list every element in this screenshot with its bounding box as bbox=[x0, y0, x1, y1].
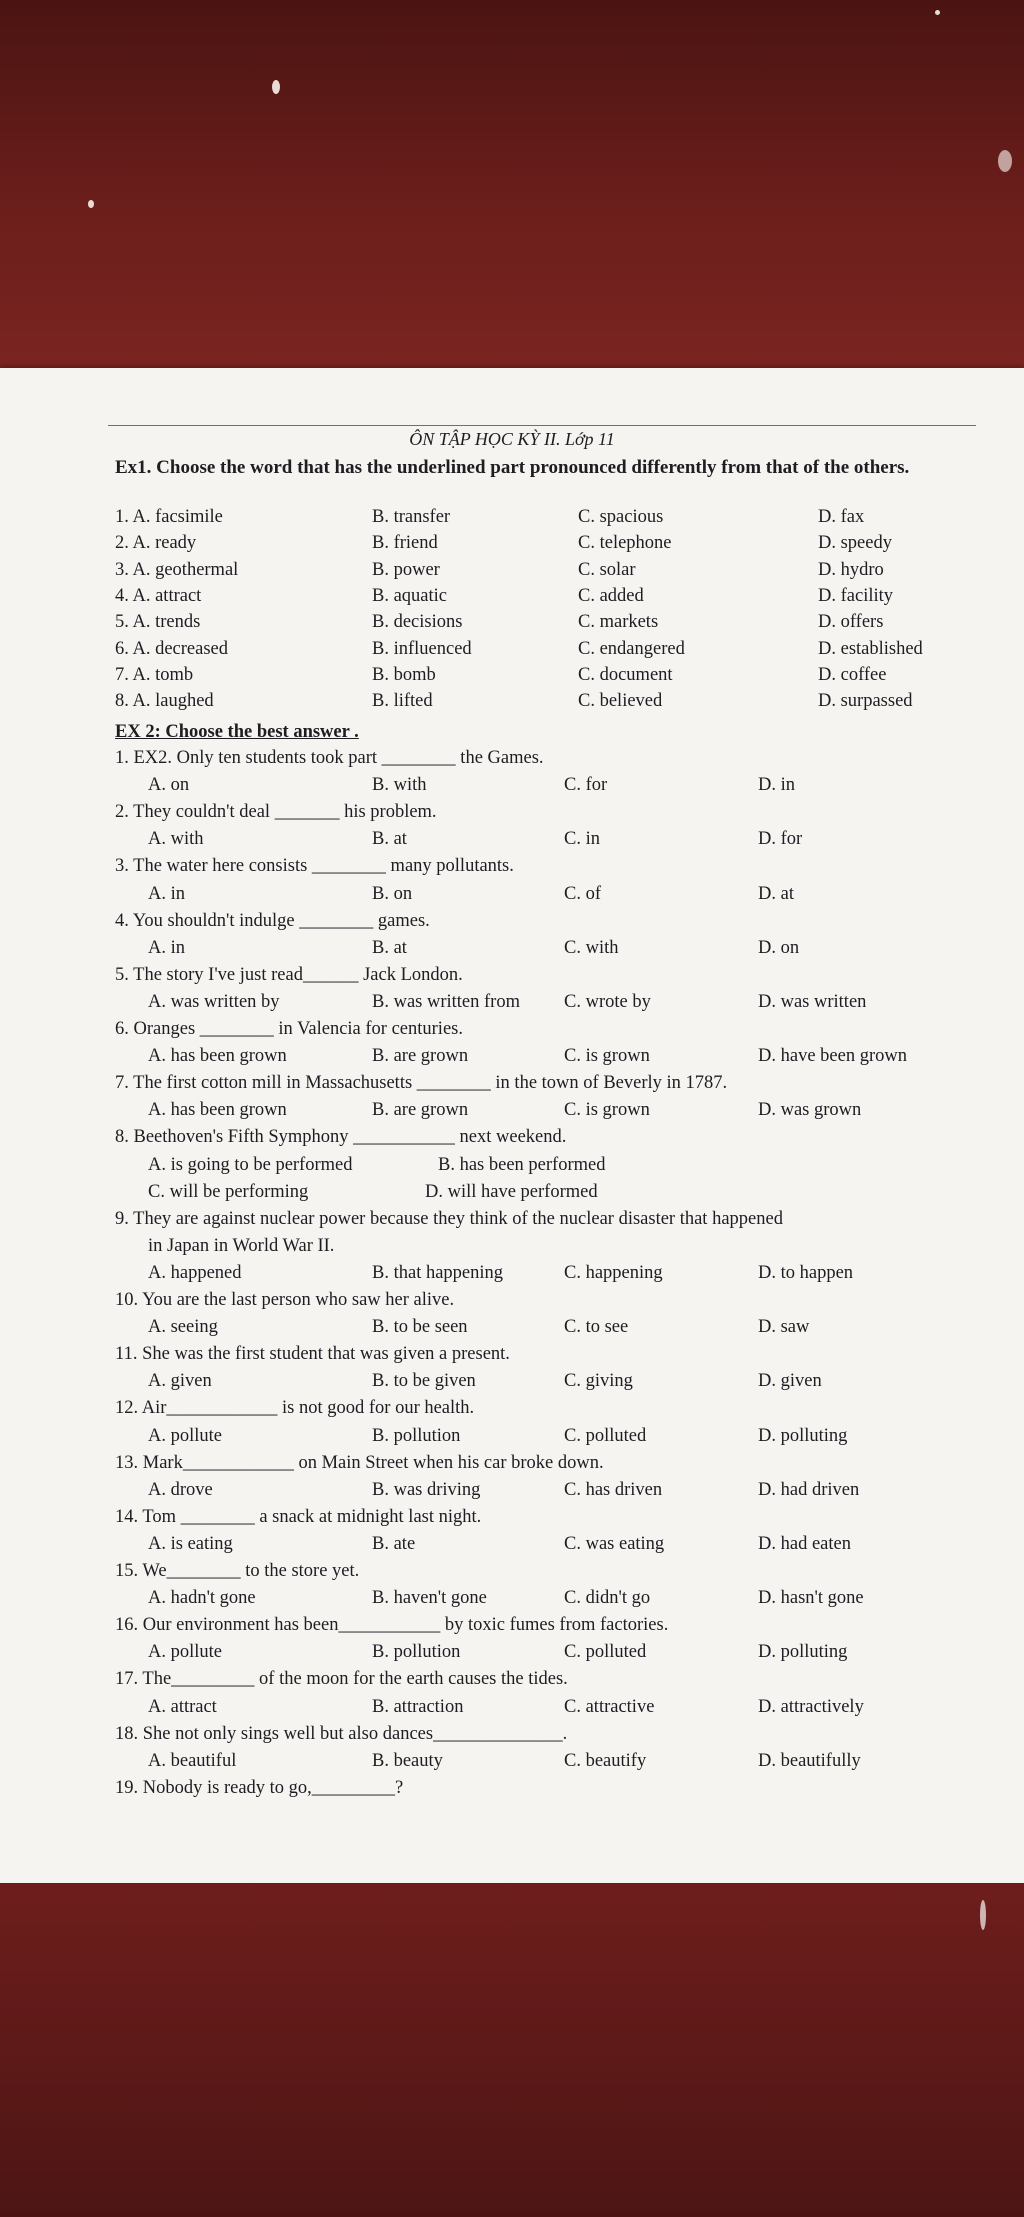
option-b: B. transfer bbox=[372, 507, 451, 527]
option-d: D. have been grown bbox=[758, 1046, 907, 1067]
ex1-question-row bbox=[0, 612, 1024, 638]
question-text: 1. EX2. Only ten students took part ________ the Games. bbox=[115, 748, 544, 768]
ex2-question-line bbox=[0, 1127, 1024, 1153]
option-b: B. friend bbox=[372, 533, 438, 554]
option-b: B. has been performed bbox=[438, 1154, 606, 1175]
ex2-question-line bbox=[0, 1453, 1024, 1479]
option-d: D. to happen bbox=[758, 1262, 854, 1283]
ex2-question-line bbox=[0, 911, 1024, 937]
option-d: D. hydro bbox=[818, 559, 884, 580]
option-c: C. polluted bbox=[564, 1642, 647, 1663]
option-d: D. in bbox=[758, 775, 795, 796]
option-d: D. established bbox=[818, 638, 923, 659]
option-d: D. hasn't gone bbox=[758, 1588, 864, 1609]
ex2-question-line bbox=[0, 1019, 1024, 1045]
option-b: B. lifted bbox=[372, 691, 433, 712]
option-c: C. polluted bbox=[564, 1425, 647, 1446]
option-c: C. beautify bbox=[564, 1750, 647, 1771]
option-a: A. attract bbox=[148, 1696, 217, 1717]
option-a: A. given bbox=[148, 1371, 212, 1392]
option-c: C. of bbox=[564, 883, 601, 904]
option-b: B. ate bbox=[372, 1533, 416, 1554]
option-b: B. are grown bbox=[372, 1046, 469, 1067]
option-d: D. polluting bbox=[758, 1642, 848, 1663]
option-d: D. facility bbox=[818, 585, 894, 606]
option-b: B. to be seen bbox=[372, 1317, 468, 1338]
option-b: B. power bbox=[372, 559, 440, 580]
option-c: C. telephone bbox=[578, 533, 672, 554]
worksheet-paper bbox=[0, 368, 1024, 1883]
ex2-question-line bbox=[0, 1778, 1024, 1804]
option-b: B. was written from bbox=[372, 991, 520, 1012]
option-b: B. aquatic bbox=[372, 585, 448, 606]
ex1-question-row bbox=[0, 691, 1024, 717]
ex2-options-row bbox=[0, 1046, 1024, 1072]
option-b: B. bomb bbox=[372, 664, 436, 685]
ex2-question-line bbox=[0, 1507, 1024, 1533]
ex1-question-row bbox=[0, 665, 1024, 691]
question-text: 17. The_________ of the moon for the earth causes the tides. bbox=[115, 1669, 568, 1690]
option-b: B. beauty bbox=[372, 1750, 443, 1771]
option-c: C. happening bbox=[564, 1262, 663, 1283]
background-speck bbox=[935, 10, 940, 15]
ex2-question-line bbox=[0, 1290, 1024, 1316]
ex2-question-line bbox=[0, 1398, 1024, 1424]
option-d: D. given bbox=[758, 1371, 822, 1392]
option-a: A. hadn't gone bbox=[148, 1588, 256, 1609]
option-c: C. wrote by bbox=[564, 991, 651, 1012]
option-b: B. at bbox=[372, 937, 407, 958]
option-c: C. to see bbox=[564, 1317, 629, 1338]
option-c: C. will be performing bbox=[148, 1181, 309, 1202]
ex2-question-line bbox=[0, 748, 1024, 774]
option-d: D. polluting bbox=[758, 1425, 848, 1446]
background-speck bbox=[980, 1900, 986, 1930]
option-a: A. in bbox=[148, 937, 185, 958]
ex1-question-row bbox=[0, 507, 1024, 533]
option-d: D. attractively bbox=[758, 1696, 864, 1717]
question-text: 7. The first cotton mill in Massachusetts ________ in the town of Beverly in 1787. bbox=[115, 1073, 728, 1094]
option-b: B. to be given bbox=[372, 1371, 476, 1392]
ex2-question-line bbox=[0, 1344, 1024, 1370]
option-b: B. was driving bbox=[372, 1479, 481, 1500]
option-a: 3. A. geothermal bbox=[115, 559, 239, 580]
option-d: D. beautifully bbox=[758, 1750, 861, 1771]
ex2-question-line bbox=[0, 1724, 1024, 1750]
ex1-question-row bbox=[0, 533, 1024, 559]
background-speck bbox=[272, 80, 280, 94]
question-text: 18. She not only sings well but also dances______________. bbox=[115, 1723, 568, 1744]
option-a: A. in bbox=[148, 883, 185, 904]
ex2-options-row bbox=[0, 1371, 1024, 1397]
option-d: D. will have performed bbox=[425, 1181, 598, 1202]
ex2-options-row bbox=[0, 1751, 1024, 1777]
ex2-question-line bbox=[0, 1561, 1024, 1587]
option-b: B. attraction bbox=[372, 1696, 464, 1717]
ex2-question-line bbox=[0, 1073, 1024, 1099]
option-d: D. had eaten bbox=[758, 1533, 851, 1554]
ex2-options-row bbox=[0, 1155, 1024, 1181]
option-a: A. drove bbox=[148, 1479, 213, 1500]
option-c: C. solar bbox=[578, 559, 636, 580]
ex2-options-row bbox=[0, 884, 1024, 910]
option-c: C. is grown bbox=[564, 1100, 650, 1121]
question-text: 2. They couldn't deal _______ his problem. bbox=[115, 802, 437, 823]
option-a: 5. A. trends bbox=[115, 612, 201, 633]
question-text: 15. We________ to the store yet. bbox=[115, 1561, 360, 1581]
question-text: 4. You shouldn't indulge ________ games. bbox=[115, 910, 430, 931]
ex2-options-row bbox=[0, 829, 1024, 855]
ex2-options-row bbox=[0, 1317, 1024, 1343]
ex2-options-row bbox=[0, 1588, 1024, 1614]
option-b: B. that happening bbox=[372, 1262, 504, 1283]
option-a: A. pollute bbox=[148, 1642, 222, 1663]
option-c: C. added bbox=[578, 585, 644, 606]
option-b: B. with bbox=[372, 775, 427, 796]
option-b: B. pollution bbox=[372, 1642, 461, 1663]
option-b: B. at bbox=[372, 829, 407, 850]
option-a: 2. A. ready bbox=[115, 533, 197, 554]
ex2-options-row bbox=[0, 938, 1024, 964]
option-c: C. in bbox=[564, 829, 600, 850]
question-text: 8. Beethoven's Fifth Symphony ___________ next weekend. bbox=[115, 1127, 567, 1148]
page-title: ÔN TẬP HỌC KỲ II. Lớp 11 bbox=[409, 429, 615, 449]
ex2-options-row bbox=[0, 1697, 1024, 1723]
option-d: D. offers bbox=[818, 612, 884, 633]
ex2-question-line bbox=[0, 1615, 1024, 1641]
header-rule bbox=[108, 425, 976, 426]
ex1-question-row bbox=[0, 586, 1024, 612]
ex2-question-line bbox=[0, 1236, 1024, 1262]
ex2-options-row bbox=[0, 1534, 1024, 1560]
option-b: B. decisions bbox=[372, 612, 463, 633]
ex1-question-row bbox=[0, 639, 1024, 665]
option-a: A. beautiful bbox=[148, 1750, 237, 1771]
option-a: 7. A. tomb bbox=[115, 664, 194, 685]
option-c: C. is grown bbox=[564, 1046, 650, 1067]
option-d: D. had driven bbox=[758, 1479, 860, 1500]
question-text: 3. The water here consists ________ many pollutants. bbox=[115, 856, 514, 877]
ex1-question-row bbox=[0, 560, 1024, 586]
ex2-options-row bbox=[0, 1642, 1024, 1668]
question-text: 10. You are the last person who saw her alive. bbox=[115, 1290, 455, 1310]
question-text: 16. Our environment has been___________ by toxic fumes from factories. bbox=[115, 1615, 669, 1636]
ex2-question-line bbox=[0, 1669, 1024, 1695]
option-b: B. on bbox=[372, 883, 413, 904]
option-c: C. has driven bbox=[564, 1479, 663, 1500]
ex2-heading: EX 2: Choose the best answer . bbox=[115, 722, 359, 742]
option-b: B. influenced bbox=[372, 638, 472, 659]
option-d: D. speedy bbox=[818, 533, 892, 554]
option-c: C. giving bbox=[564, 1371, 633, 1392]
option-d: D. surpassed bbox=[818, 691, 913, 712]
option-d: D. was grown bbox=[758, 1100, 862, 1121]
ex2-question-line bbox=[0, 802, 1024, 828]
ex1-instruction: Ex1. Choose the word that has the underlined part pronounced differently from that of the others. bbox=[115, 457, 910, 478]
ex2-options-row bbox=[0, 992, 1024, 1018]
option-b: B. pollution bbox=[372, 1425, 461, 1446]
question-text: 11. She was the first student that was given a present. bbox=[115, 1344, 510, 1365]
option-a: A. is going to be performed bbox=[148, 1154, 353, 1175]
option-c: C. for bbox=[564, 775, 608, 796]
ex2-options-row bbox=[0, 1182, 1024, 1208]
option-a: A. was written by bbox=[148, 991, 280, 1012]
option-c: C. spacious bbox=[578, 507, 664, 527]
background-speck bbox=[88, 200, 94, 208]
option-c: C. document bbox=[578, 664, 673, 685]
option-b: B. haven't gone bbox=[372, 1588, 487, 1609]
option-a: A. on bbox=[148, 775, 190, 796]
option-a: 6. A. decreased bbox=[115, 638, 229, 659]
option-b: B. are grown bbox=[372, 1100, 469, 1121]
option-a: A. has been grown bbox=[148, 1100, 287, 1121]
option-a: A. is eating bbox=[148, 1533, 233, 1554]
question-text: 14. Tom ________ a snack at midnight last night. bbox=[115, 1506, 482, 1527]
option-c: C. markets bbox=[578, 612, 659, 633]
question-text: 9. They are against nuclear power because they think of the nuclear disaster that happened bbox=[115, 1208, 783, 1229]
option-a: A. seeing bbox=[148, 1317, 218, 1338]
option-a: A. with bbox=[148, 829, 204, 850]
ex2-options-row bbox=[0, 1426, 1024, 1452]
option-a: 1. A. facsimile bbox=[115, 507, 223, 527]
option-a: 8. A. laughed bbox=[115, 691, 214, 712]
question-text: 12. Air____________ is not good for our health. bbox=[115, 1398, 475, 1419]
option-d: D. at bbox=[758, 883, 794, 904]
option-d: D. for bbox=[758, 829, 803, 850]
option-c: C. endangered bbox=[578, 638, 685, 659]
option-d: D. coffee bbox=[818, 664, 887, 685]
option-a: A. has been grown bbox=[148, 1046, 287, 1067]
question-text: 5. The story I've just read______ Jack London. bbox=[115, 964, 463, 985]
ex2-question-line bbox=[0, 1209, 1024, 1235]
option-a: A. pollute bbox=[148, 1425, 222, 1446]
background-speck bbox=[998, 150, 1012, 172]
option-d: D. fax bbox=[818, 507, 865, 527]
option-a: A. happened bbox=[148, 1262, 242, 1283]
ex2-options-row bbox=[0, 775, 1024, 801]
ex2-options-row bbox=[0, 1480, 1024, 1506]
question-text: 19. Nobody is ready to go,_________? bbox=[115, 1777, 404, 1798]
question-text: 6. Oranges ________ in Valencia for centuries. bbox=[115, 1019, 463, 1039]
option-c: C. didn't go bbox=[564, 1588, 651, 1609]
option-c: C. attractive bbox=[564, 1696, 655, 1717]
ex2-question-line bbox=[0, 856, 1024, 882]
background-table-top bbox=[0, 0, 1024, 370]
ex2-options-row bbox=[0, 1100, 1024, 1126]
option-d: D. was written bbox=[758, 991, 867, 1012]
ex2-question-line bbox=[0, 965, 1024, 991]
question-text: in Japan in World War II. bbox=[148, 1235, 335, 1256]
option-c: C. was eating bbox=[564, 1533, 665, 1554]
question-text: 13. Mark____________ on Main Street when his car broke down. bbox=[115, 1452, 604, 1473]
option-c: C. believed bbox=[578, 691, 663, 712]
background-table-bottom bbox=[0, 1880, 1024, 2217]
option-a: 4. A. attract bbox=[115, 585, 202, 606]
ex2-options-row bbox=[0, 1263, 1024, 1289]
option-d: D. on bbox=[758, 937, 800, 958]
option-d: D. saw bbox=[758, 1317, 810, 1338]
option-c: C. with bbox=[564, 937, 619, 958]
